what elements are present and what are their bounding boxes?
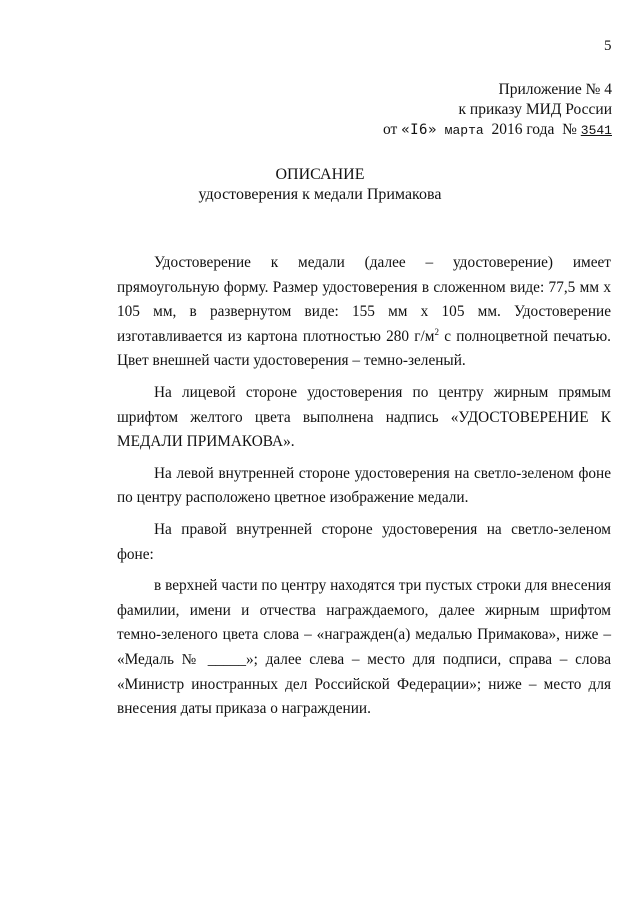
date-day: «I6»	[401, 122, 437, 138]
paragraph-form-size-superscript: 2	[434, 326, 439, 337]
document-body	[117, 251, 611, 729]
paragraph-right-inner-side: На правой внутренней стороне удостоверения на светло-зеленом фоне:	[117, 520, 611, 563]
document-title: ОПИСАНИЕ	[275, 166, 365, 183]
paragraph-form-size	[117, 251, 611, 374]
date-from-label: от	[383, 121, 398, 138]
document-subtitle: удостоверения к медали Примакова	[198, 186, 442, 203]
appendix-date-line	[383, 120, 612, 141]
document-heading	[0, 165, 640, 205]
paragraph-left-inner-side: На левой внутренней стороне удостоверения на светло-зеленом фоне по центру расположено цветное изображение медали.	[117, 464, 611, 507]
paragraph-form-size-end: с полноцветной печатью. Цвет внешней части удостоверения – темно-зеленый.	[117, 327, 611, 370]
date-year: 2016 года	[491, 121, 555, 138]
appendix-order-reference: к приказу МИД России	[458, 101, 612, 118]
page-number: 5	[604, 38, 612, 54]
paragraph-front-side: На лицевой стороне удостоверения по центру жирным прямым шрифтом желтого цвета выполнена надпись «УДОСТОВЕРЕНИЕ К МЕДАЛИ ПРИМАКОВА».	[117, 383, 611, 451]
appendix-block	[383, 80, 612, 141]
date-month: марта	[444, 123, 484, 138]
order-number-label: №	[562, 121, 577, 138]
order-number: 3541	[580, 123, 612, 138]
paragraph-right-inner-contents: в верхней части по центру находятся три пустых строки для внесения фамилии, имени и отчества награждаемого, далее жирным шрифтом темно-зеленого цвета слова – «награжден(а) медалью Примакова», ниже – «Медаль № _____»; далее слева – место для подписи, справа – слова «Министр иностранных дел Российской Федерации»; ниже – место для внесения даты приказа о награждении.	[117, 577, 611, 718]
appendix-title: Приложение № 4	[498, 81, 612, 98]
paragraph-form-size-text: Удостоверение к медали (далее – удостоверение) имеет прямоугольную форму. Размер удостоверения в сложенном виде: 77,5 мм x 105 мм, в развернутом виде: 155 мм x 105 мм. Удостоверение изготавливается из картона плотностью 280 г/м	[117, 254, 611, 345]
